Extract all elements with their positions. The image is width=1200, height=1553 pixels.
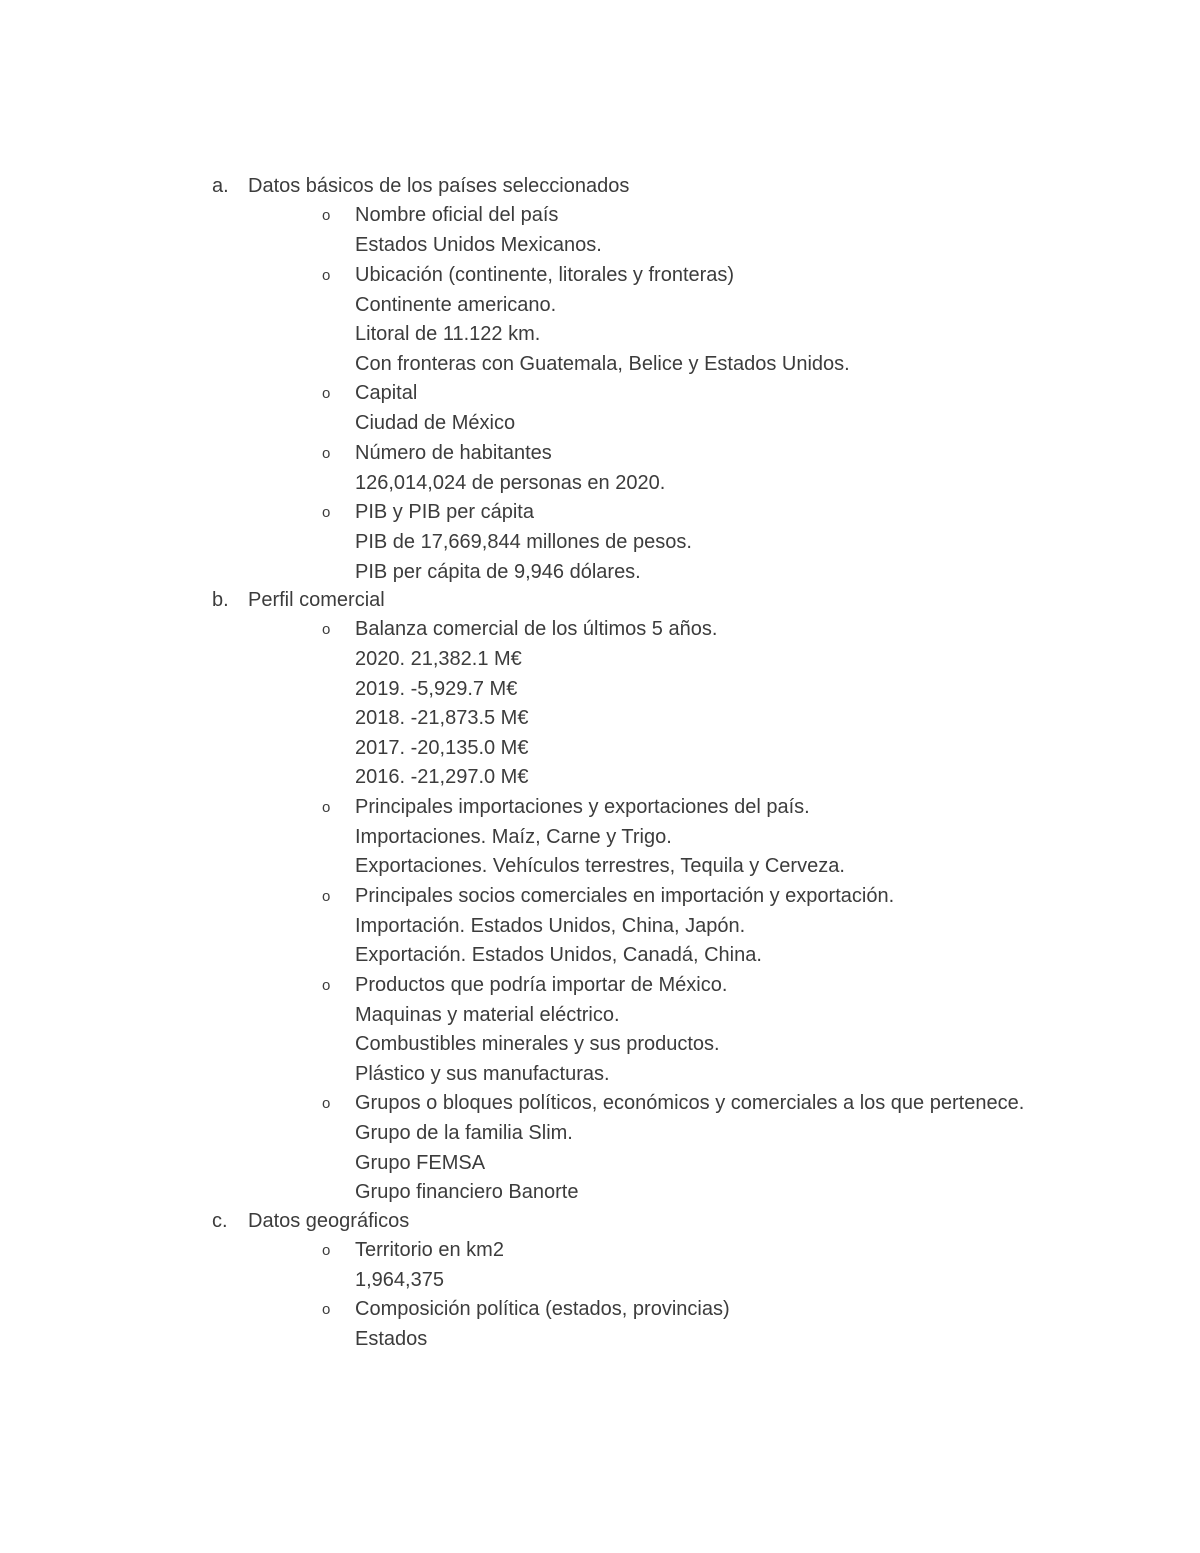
detail-line: [0, 1118, 1200, 1148]
detail-text: Combustibles minerales y sus productos.: [355, 1033, 720, 1055]
detail-text: Estados Unidos Mexicanos.: [355, 234, 602, 256]
bullet-icon: o: [322, 976, 331, 994]
outline-section: [0, 172, 1200, 586]
detail-text: Grupo de la familia Slim.: [355, 1122, 573, 1144]
detail-text: Importación. Estados Unidos, China, Japón.: [355, 914, 746, 937]
detail-line: [0, 349, 1200, 379]
item-title: Principales importaciones y exportaciones del país.: [355, 795, 810, 818]
bullet-icon: o: [322, 385, 331, 402]
item-title: Productos que podría importar de México.: [355, 973, 728, 996]
bullet-icon: o: [322, 444, 331, 462]
detail-text: 126,014,024 de personas en 2020.: [355, 471, 666, 494]
detail-text: Importaciones. Maíz, Carne y Trigo.: [355, 825, 672, 848]
detail-line: [0, 408, 1200, 438]
detail-line: [0, 1148, 1200, 1178]
outline-section: [0, 586, 1200, 1207]
outline-section: [0, 1207, 1200, 1354]
detail-text: Estados: [355, 1328, 428, 1350]
list-item: [0, 970, 1200, 1000]
detail-line: [0, 319, 1200, 349]
detail-line: [0, 940, 1200, 970]
list-item: [0, 614, 1200, 644]
bullet-icon: o: [322, 887, 331, 905]
detail-text: Exportaciones. Vehículos terrestres, Tequila y Cerveza.: [355, 855, 845, 877]
detail-line: [0, 230, 1200, 260]
list-item: [0, 792, 1200, 822]
detail-text: 2019. -5,929.7 M€: [355, 677, 518, 700]
item-title: Composición política (estados, provincias): [355, 1298, 730, 1320]
detail-line: [0, 762, 1200, 792]
bullet-icon: o: [322, 207, 331, 224]
detail-text: Continente americano.: [355, 293, 557, 316]
detail-line: [0, 703, 1200, 733]
section-marker: a.: [212, 175, 229, 197]
bullet-icon: o: [322, 266, 331, 284]
section-title: Perfil comercial: [248, 589, 385, 611]
list-item: [0, 1235, 1200, 1265]
section-heading: [0, 586, 1200, 614]
detail-text: 2020. 21,382.1 M€: [355, 648, 522, 670]
list-item: [0, 378, 1200, 408]
list-item: [0, 200, 1200, 230]
item-title: Territorio en km2: [355, 1238, 504, 1261]
list-item: [0, 1294, 1200, 1324]
detail-line: [0, 733, 1200, 763]
item-title: Principales socios comerciales en importación y exportación.: [355, 884, 895, 907]
detail-line: [0, 1265, 1200, 1295]
list-item: [0, 260, 1200, 290]
detail-text: Con fronteras con Guatemala, Belice y Estados Unidos.: [355, 352, 850, 375]
document-page: [0, 172, 1200, 1354]
item-title: Número de habitantes: [355, 441, 552, 464]
bullet-icon: o: [322, 504, 331, 521]
bullet-icon: o: [322, 1095, 331, 1112]
section-marker: c.: [212, 1209, 228, 1232]
item-title: PIB y PIB per cápita: [355, 501, 534, 523]
detail-text: 1,964,375: [355, 1268, 444, 1291]
detail-line: [0, 851, 1200, 881]
list-item: [0, 1088, 1200, 1118]
detail-text: Maquinas y material eléctrico.: [355, 1003, 620, 1026]
detail-text: Plástico y sus manufacturas.: [355, 1062, 610, 1085]
bullet-icon: o: [322, 621, 331, 638]
detail-line: [0, 822, 1200, 852]
detail-line: [0, 557, 1200, 587]
detail-text: Grupo FEMSA: [355, 1151, 486, 1174]
bullet-icon: o: [322, 1301, 331, 1318]
section-marker: b.: [212, 589, 229, 611]
detail-line: [0, 1029, 1200, 1059]
detail-line: [0, 527, 1200, 557]
detail-text: PIB per cápita de 9,946 dólares.: [355, 560, 641, 583]
detail-text: Litoral de 11.122 km.: [355, 323, 541, 345]
item-title: Nombre oficial del país: [355, 204, 559, 226]
detail-line: [0, 644, 1200, 674]
detail-line: [0, 468, 1200, 498]
section-title: Datos geográficos: [248, 1209, 410, 1232]
detail-text: 2018. -21,873.5 M€: [355, 707, 529, 729]
detail-text: Grupo financiero Banorte: [355, 1181, 579, 1203]
list-item: [0, 438, 1200, 468]
item-title: Balanza comercial de los últimos 5 años.: [355, 618, 718, 640]
detail-line: [0, 1000, 1200, 1030]
bullet-icon: o: [322, 798, 331, 816]
section-heading: [0, 172, 1200, 200]
detail-line: [0, 1059, 1200, 1089]
list-item: [0, 497, 1200, 527]
detail-text: PIB de 17,669,844 millones de pesos.: [355, 531, 692, 553]
section-heading: [0, 1207, 1200, 1235]
item-title: Grupos o bloques políticos, económicos y comerciales a los que pertenece.: [355, 1092, 1025, 1114]
detail-text: Ciudad de México: [355, 412, 516, 434]
list-item: [0, 881, 1200, 911]
detail-line: [0, 1324, 1200, 1354]
item-title: Capital: [355, 382, 418, 404]
detail-line: [0, 911, 1200, 941]
detail-line: [0, 1177, 1200, 1207]
detail-text: 2017. -20,135.0 M€: [355, 736, 529, 759]
item-title: Ubicación (continente, litorales y fronteras): [355, 263, 735, 286]
bullet-icon: o: [322, 1241, 331, 1259]
section-title: Datos básicos de los países seleccionados: [248, 175, 630, 197]
detail-text: Exportación. Estados Unidos, Canadá, China.: [355, 944, 762, 966]
detail-line: [0, 290, 1200, 320]
detail-line: [0, 674, 1200, 704]
detail-text: 2016. -21,297.0 M€: [355, 766, 529, 788]
